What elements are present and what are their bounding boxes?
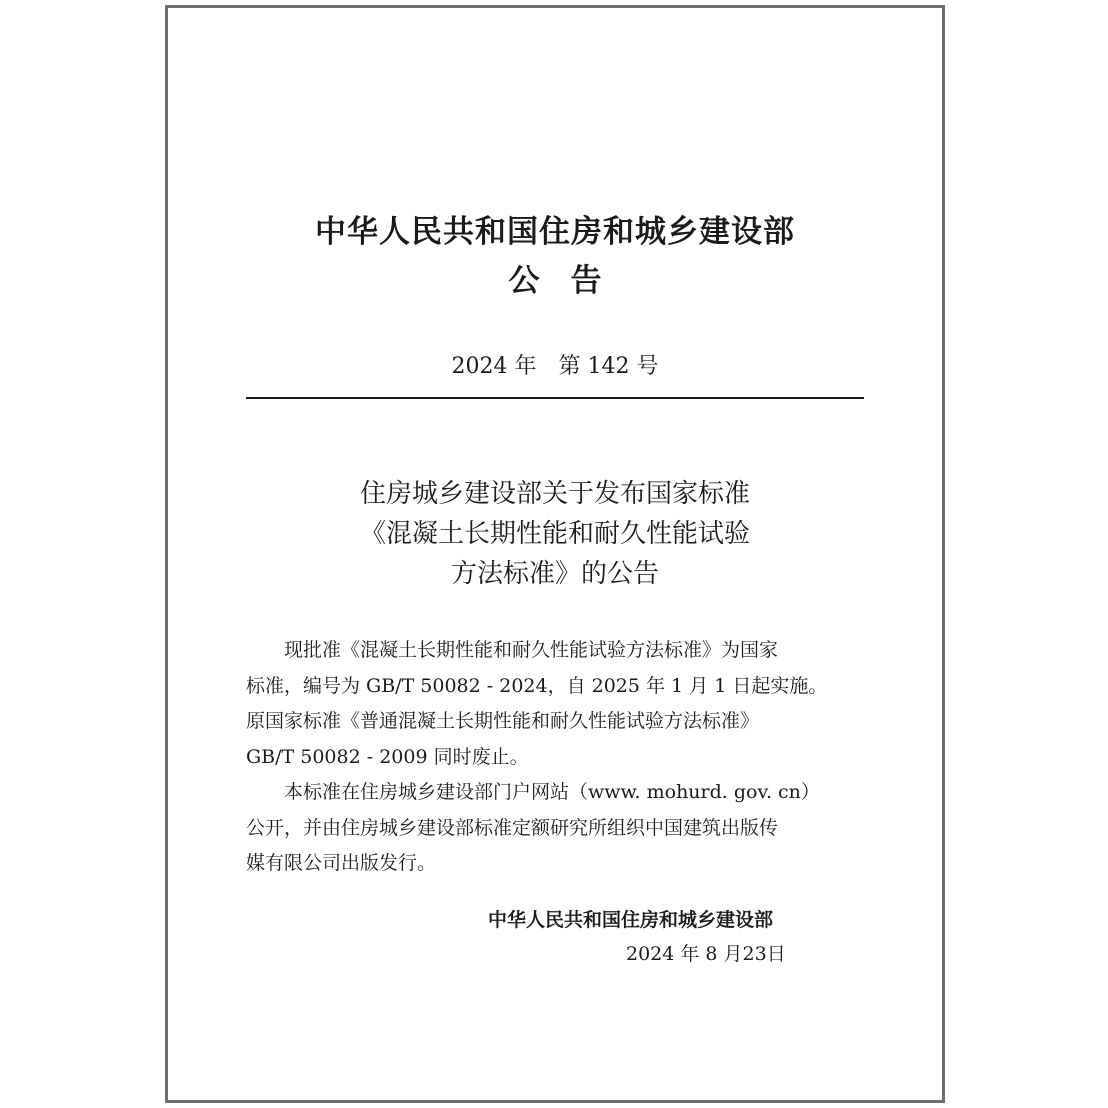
body-line: 公开，并由住房城乡建设部标准定额研究所组织中国建筑出版传: [246, 816, 779, 839]
ministry-header: 中华人民共和国住房和城乡建设部: [315, 214, 795, 250]
notice-heading: 公 告: [508, 263, 602, 299]
issuing-authority: 中华人民共和国住房和城乡建设部: [488, 909, 774, 931]
body-line: 现批准《混凝土长期性能和耐久性能试验方法标准》为国家: [284, 639, 779, 661]
body-line: 原国家标准《普通混凝土长期性能和耐久性能试验方法标准》: [246, 710, 760, 732]
issue-date: 2024 年 8 月23日: [626, 943, 786, 965]
document-title-line: 住房城乡建设部关于发布国家标准: [359, 479, 750, 509]
document-title-line: 《混凝土长期性能和耐久性能试验: [359, 519, 750, 549]
document-page: [165, 5, 945, 1103]
body-line: 媒有限公司出版发行。: [246, 852, 437, 874]
body-line: 本标准在住房城乡建设部门户网站（www. mohurd. gov. cn）: [284, 781, 820, 803]
header-divider: [246, 397, 864, 399]
notice-number: 2024 年 第 142 号: [451, 354, 659, 379]
document-title-line: 方法标准》的公告: [450, 559, 659, 589]
document-title: [168, 474, 942, 594]
body-line: 标准，编号为 GB/T 50082 - 2024，自 2025 年 1 月 1 日起实施。: [246, 674, 828, 697]
body-line: GB/T 50082 - 2009 同时废止。: [246, 745, 529, 768]
notice-body: [246, 633, 866, 882]
